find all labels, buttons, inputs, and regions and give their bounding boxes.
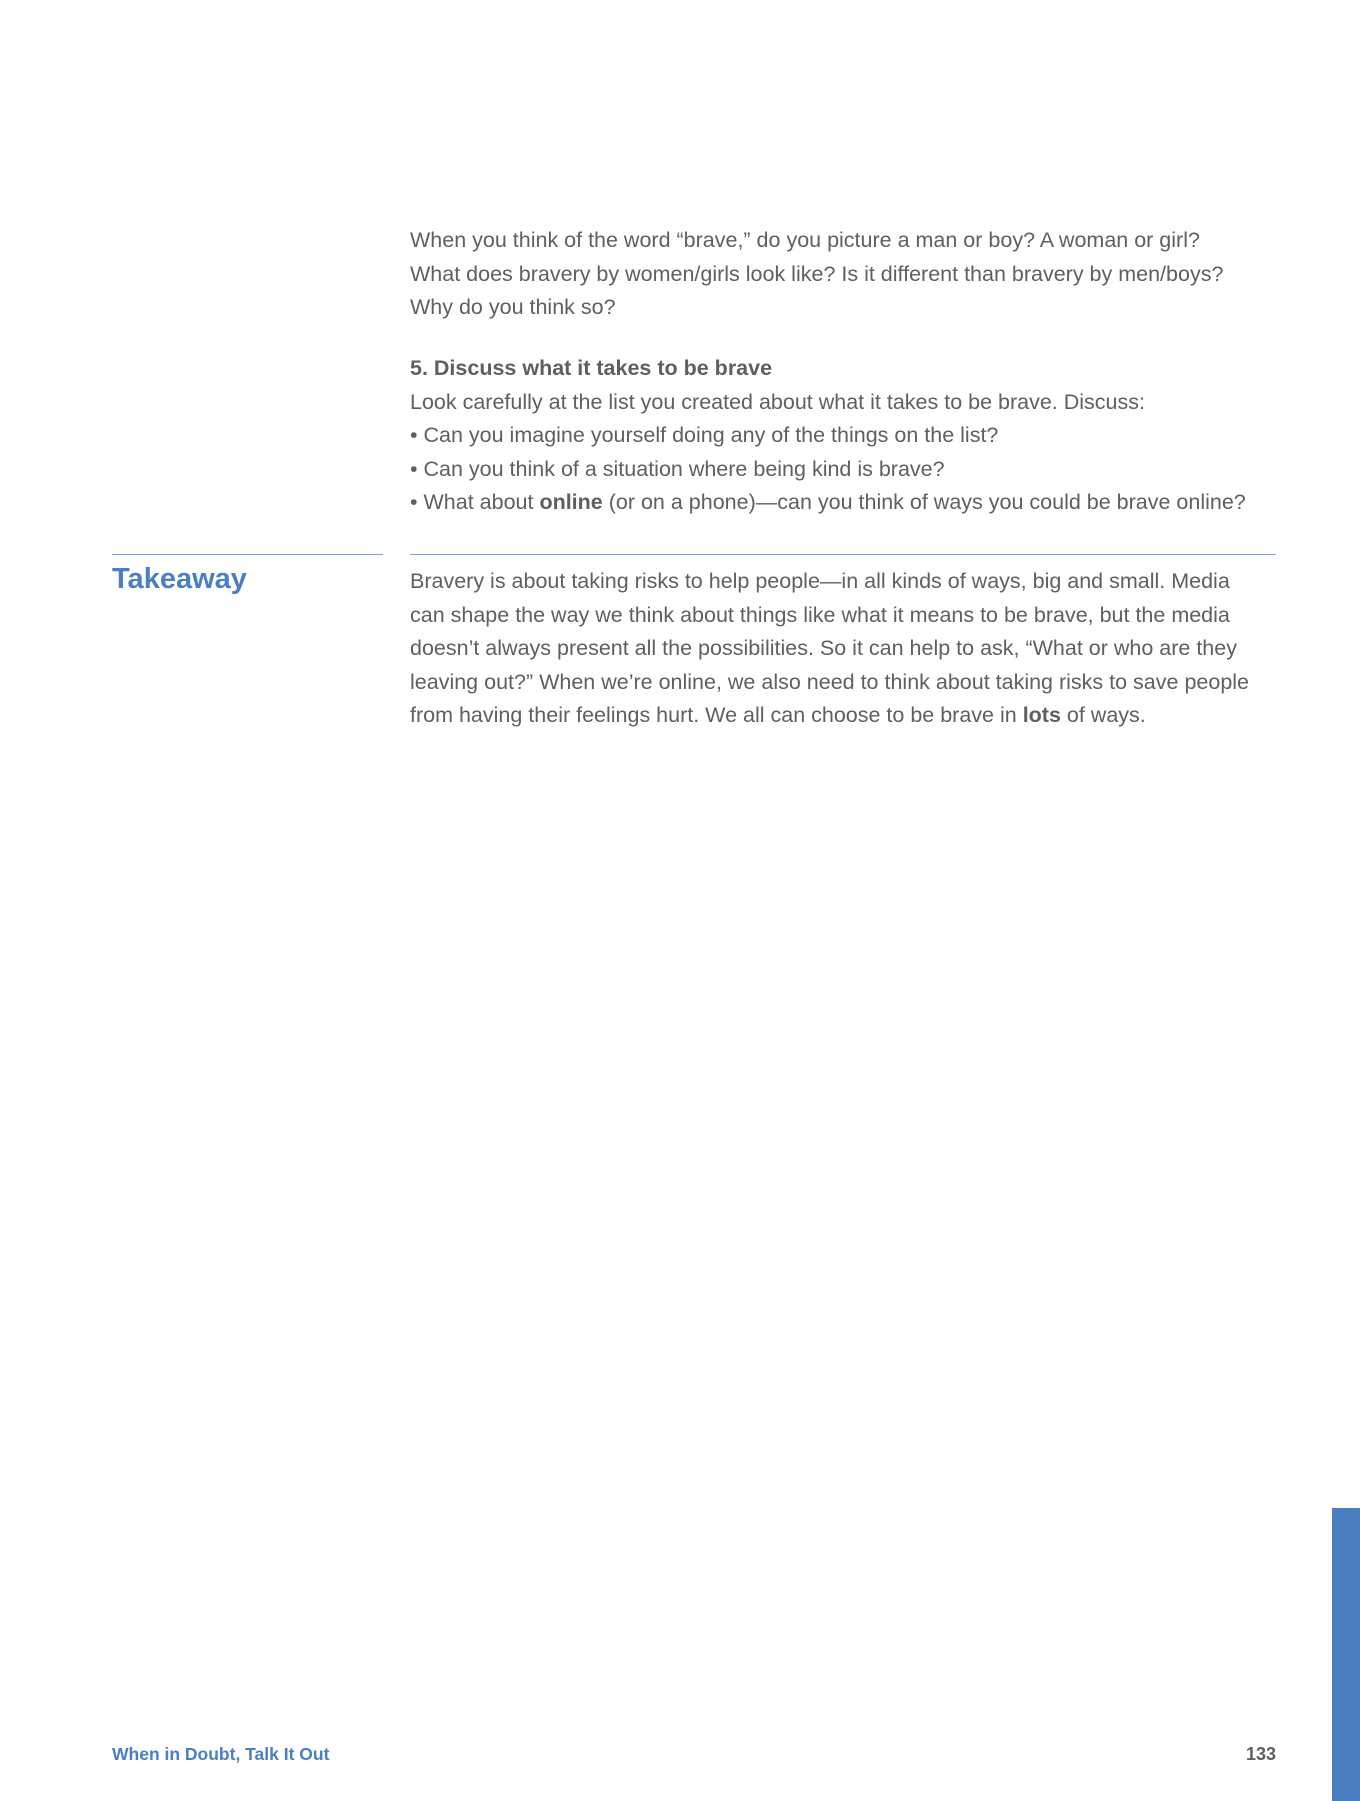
side-color-tab — [1332, 1508, 1360, 1801]
takeaway-text: of ways. — [1060, 703, 1146, 727]
takeaway-line: doesn’t always present all the possibilities. So it can help to ask, “What or who are they — [410, 636, 1237, 660]
footer-chapter-title: When in Doubt, Talk It Out — [112, 1744, 330, 1764]
takeaway-divider-left — [112, 554, 383, 555]
discuss-lead: Look carefully at the list you created about what it takes to be brave. Discuss: — [410, 389, 1145, 414]
takeaway-text: from having their feelings hurt. We all can choose to be brave in — [410, 703, 1023, 727]
page-number: 133 — [1245, 1744, 1276, 1764]
takeaway-paragraph — [410, 565, 1280, 733]
bullet-bold-text: online — [539, 490, 603, 514]
discuss-bullet: • Can you imagine yourself doing any of the things on the list? — [410, 423, 999, 447]
discuss-bullet: • Can you think of a situation where being kind is brave? — [410, 456, 945, 481]
discuss-heading: 5. Discuss what it takes to be brave — [410, 356, 773, 380]
bullet-text: (or on a phone)—can you think of ways you could be brave online? — [602, 490, 1246, 514]
takeaway-line — [410, 699, 1280, 733]
intro-paragraph — [410, 224, 1280, 325]
intro-line: When you think of the word “brave,” do you picture a man or boy? A woman or girl? — [410, 228, 1200, 252]
intro-line: Why do you think so? — [410, 295, 616, 319]
takeaway-heading: Takeaway — [112, 563, 247, 595]
discuss-section — [410, 352, 1280, 520]
takeaway-line: can shape the way we think about things like what it means to be brave, but the media — [410, 602, 1230, 627]
takeaway-line: Bravery is about taking risks to help people—in all kinds of ways, big and small. Media — [410, 569, 1230, 593]
takeaway-line: leaving out?” When we’re online, we also need to think about taking risks to save people — [410, 669, 1250, 694]
bullet-text: • What about — [410, 490, 540, 514]
takeaway-bold-text: lots — [1022, 703, 1061, 727]
takeaway-divider-right — [410, 554, 1276, 555]
intro-line: What does bravery by women/girls look like? Is it different than bravery by men/boys? — [410, 261, 1224, 286]
discuss-bullet — [410, 486, 1280, 520]
